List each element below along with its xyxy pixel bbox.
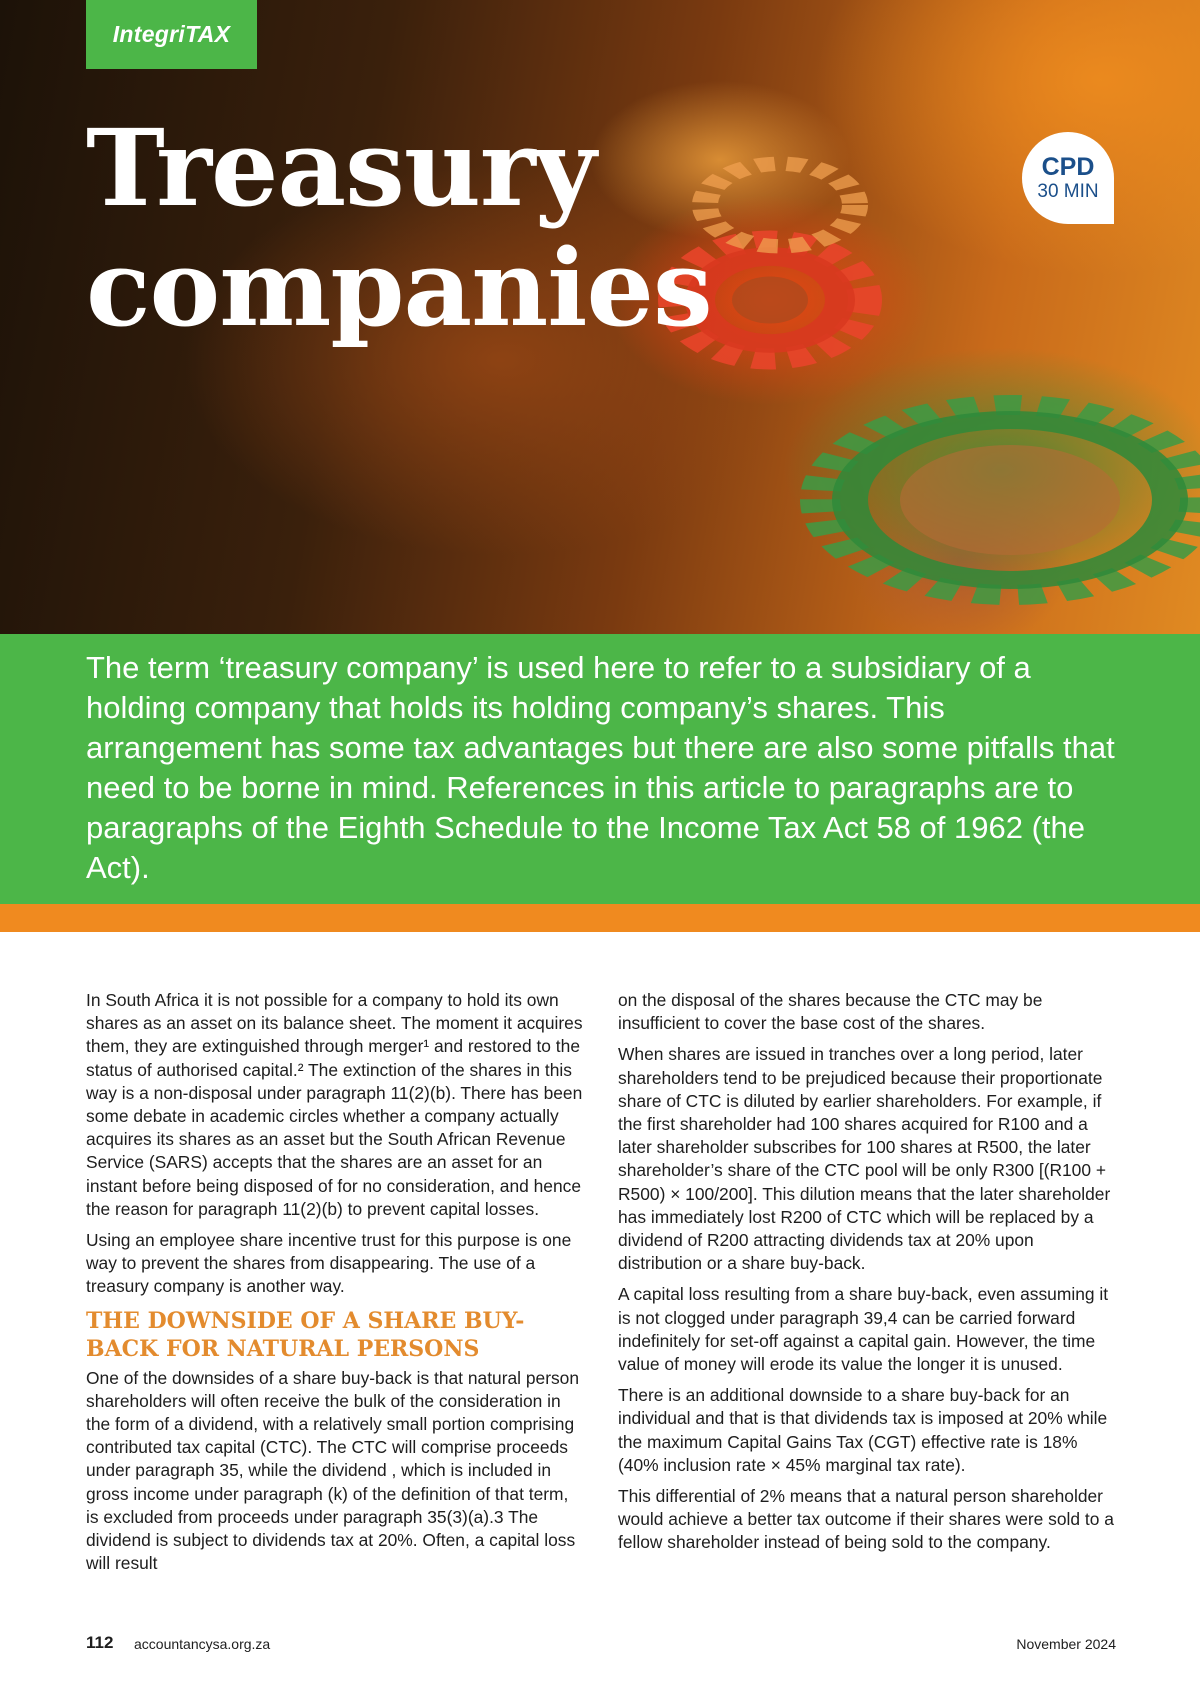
body-paragraph: A capital loss resulting from a share buy-back, even assuming it is not clogged under paragraph 39,4 can be carried forward indefinitely for set-off against a capital gain. However, the time value of money will erode its value the longer it is unused. <box>618 1284 1109 1375</box>
body-paragraph: One of the downsides of a share buy-back is that natural person shareholders will often receive the bulk of the consideration in the form of a dividend, with a relatively small portion comprising contributed tax capital (CTC). The CTC will comprise proceeds under paragraph 35, while the dividend , which is included in gross income under paragraph (k) of the definition of that term, is excluded from proceeds under paragraph 35(3)(a).3 The dividend is subject to dividends tax at 20%. Often, a capital loss will result <box>86 1367 580 1574</box>
left-column <box>86 989 584 1583</box>
cpd-label: CPD <box>1041 152 1095 181</box>
cpd-duration: 30 MIN <box>1037 180 1099 202</box>
issue-date: November 2024 <box>1016 1636 1116 1652</box>
hero-image <box>0 0 1200 634</box>
title-line-1: Treasury <box>86 105 596 230</box>
body-paragraph: When shares are issued in tranches over a long period, later shareholders tend to be prejudiced because their proportionate share of CTC is diluted by earlier shareholders. For example, if the first shareholder had 100 shares acquired for R100 and a later shareholder subscribes for 100 shares at R500, the later shareholder’s share of the CTC pool will be only R300 [(R100 + R500) × 100/200]. This dilution means that the later shareholder has immediately lost R200 of CTC which will be replaced by a dividend of R200 attracting dividends tax at 20% upon distribution or a share buy-back. <box>618 1044 1111 1274</box>
body-paragraph: In South Africa it is not possible for a company to hold its own shares as an asset on its balance sheet. The moment it acquires them, they are extinguished through merger¹ and restored to the status of authorised capital.² The extinction of the shares in this way is a non-disposal under paragraph 11(2)(b). There has been some debate in academic circles whether a company actually acquires its shares as an asset but the South African Revenue Service (SARS) accepts that the shares are an asset for an instant before being disposed of for no consideration, and hence the reason for paragraph 11(2)(b) to prevent capital losses. <box>86 990 583 1219</box>
page-number: 112 <box>86 1633 114 1652</box>
title-line-2: companies <box>86 225 712 350</box>
logo-text: IntegriTAX <box>112 21 231 47</box>
page-title <box>86 105 712 350</box>
website-link[interactable]: accountancysa.org.za <box>134 1636 271 1652</box>
body-paragraph: This differential of 2% means that a natural person shareholder would achieve a better tax outcome if their shares were sold to a fellow shareholder instead of being sold to the company. <box>618 1486 1114 1553</box>
right-column <box>618 989 1116 1563</box>
body-paragraph: Using an employee share incentive trust for this purpose is one way to prevent the shares from disappearing. The use of a treasury company is another way. <box>86 1230 572 1297</box>
divider-bar <box>0 904 1200 932</box>
body-paragraph: There is an additional downside to a share buy-back for an individual and that is that dividends tax is imposed at 20% while the maximum Capital Gains Tax (CGT) effective rate is 18% (40% inclusion rate × 45% marginal tax rate). <box>618 1385 1108 1475</box>
integritax-logo <box>86 0 257 69</box>
cpd-badge <box>1022 132 1114 224</box>
body-paragraph: on the disposal of the shares because the CTC may be insufficient to cover the base cost of the shares. <box>618 990 1043 1034</box>
green-gear-image <box>770 380 1200 610</box>
intro-text: The term ‘treasury company’ is used here to refer to a subsidiary of a holding company that holds its holding company’s shares. This arrangement has some tax advantages but there are also some pitfalls that need to be borne in mind. References in this article to paragraphs are to paragraphs of the Eighth Schedule to the Income Tax Act 58 of 1962 (the Act). <box>86 650 1115 885</box>
intro-banner <box>0 634 1200 904</box>
section-heading: THE DOWNSIDE OF A SHARE BUY-BACK FOR NATURAL PERSONS <box>86 1307 525 1362</box>
